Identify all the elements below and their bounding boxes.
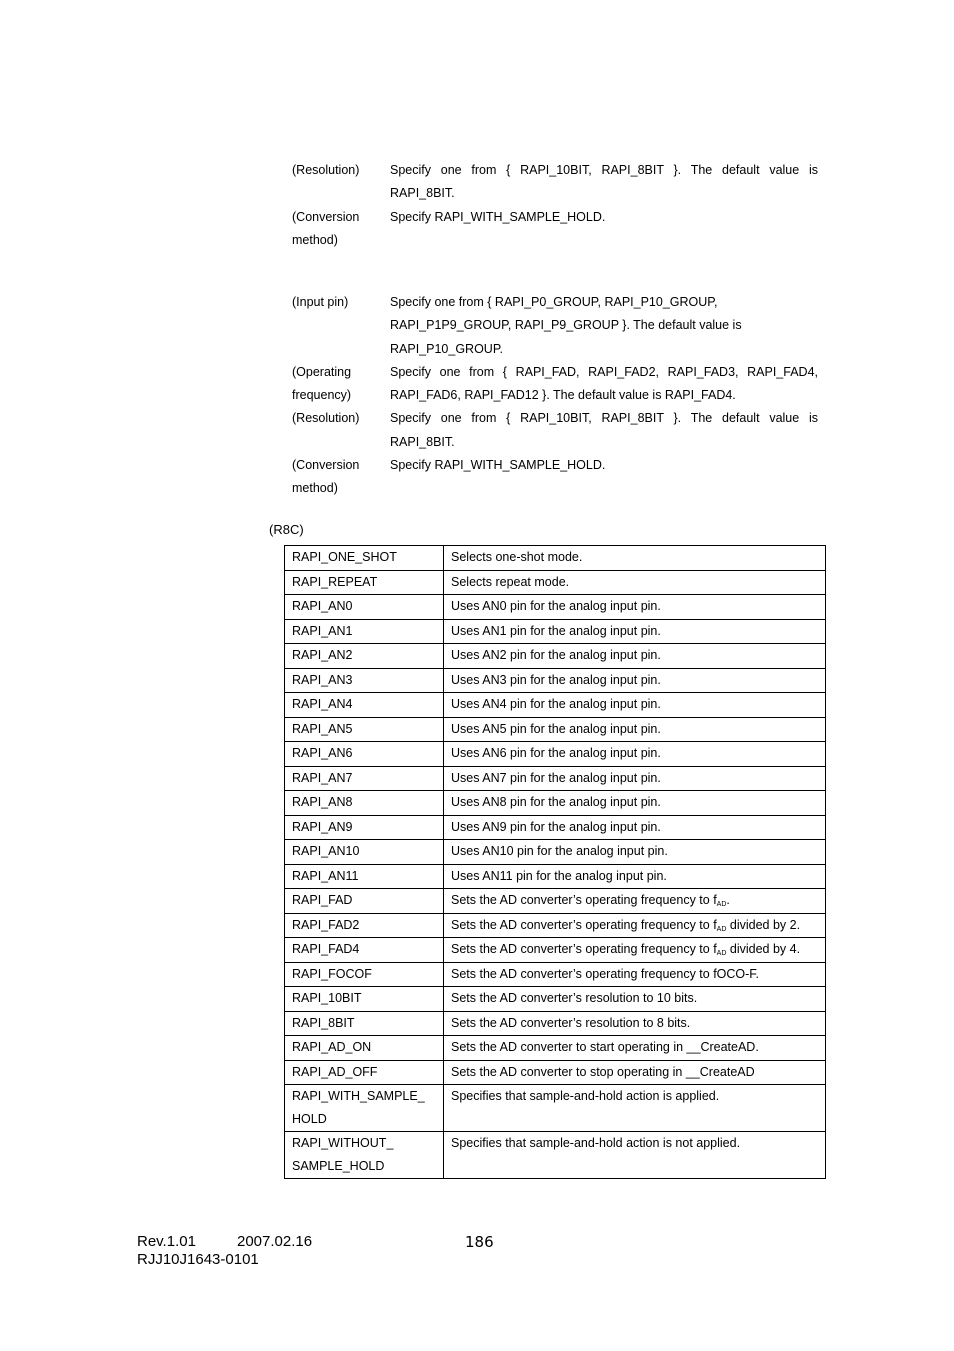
- constant-name-cell: RAPI_FOCOF: [285, 962, 444, 987]
- param-row: [292, 206, 818, 253]
- constant-name-cell: RAPI_FAD4: [285, 938, 444, 963]
- param-desc: Specify one from { RAPI_10BIT, RAPI_8BIT }. The default value is RAPI_8BIT.: [390, 411, 818, 449]
- description-text: divided by 4.: [726, 942, 801, 956]
- description-cell: Uses AN10 pin for the analog input pin.: [444, 840, 826, 865]
- table-row: [285, 570, 826, 595]
- param-row: [292, 159, 818, 206]
- description-cell: Uses AN5 pin for the analog input pin.: [444, 717, 826, 742]
- description-cell: Uses AN9 pin for the analog input pin.: [444, 815, 826, 840]
- description-text: Sets the AD converter’s operating frequency to f: [451, 942, 717, 956]
- constant-name-cell: RAPI_AN3: [285, 668, 444, 693]
- section-label: (R8C): [269, 522, 304, 537]
- table-row: [285, 595, 826, 620]
- constant-name-cell: RAPI_AN4: [285, 693, 444, 718]
- param-row: [292, 407, 818, 454]
- table-row: [285, 938, 826, 963]
- table-row: [285, 864, 826, 889]
- revision: Rev.1.01: [137, 1233, 196, 1250]
- description-cell: Uses AN1 pin for the analog input pin.: [444, 619, 826, 644]
- document-id: RJJ10J1643-0101: [137, 1251, 259, 1268]
- table-row: [285, 766, 826, 791]
- constant-name-cell: RAPI_AN8: [285, 791, 444, 816]
- constant-name-cell: [285, 1132, 444, 1179]
- constant-name-cell: RAPI_FAD2: [285, 913, 444, 938]
- description-cell: Uses AN11 pin for the analog input pin.: [444, 864, 826, 889]
- param-name: (Input pin): [292, 295, 349, 309]
- constant-name-line: HOLD: [292, 1112, 327, 1126]
- description-cell: Sets the AD converter’s resolution to 8 bits.: [444, 1011, 826, 1036]
- table-row: [285, 693, 826, 718]
- description-cell: Uses AN2 pin for the analog input pin.: [444, 644, 826, 669]
- constant-name-cell: RAPI_AD_OFF: [285, 1060, 444, 1085]
- subscript-text: AD: [716, 950, 727, 957]
- description-cell: Uses AN8 pin for the analog input pin.: [444, 791, 826, 816]
- table-row: [285, 987, 826, 1012]
- description-text: .: [726, 893, 730, 907]
- constant-name-line: RAPI_WITH_SAMPLE_: [292, 1089, 425, 1103]
- table-row: [285, 815, 826, 840]
- description-cell: Selects repeat mode.: [444, 570, 826, 595]
- constant-name-cell: RAPI_AN5: [285, 717, 444, 742]
- params-block-1: [292, 159, 818, 252]
- param-name: (Conversion method): [292, 209, 360, 247]
- constant-name-cell: RAPI_REPEAT: [285, 570, 444, 595]
- table-row: [285, 668, 826, 693]
- description-cell: Sets the AD converter to stop operating in __CreateAD: [444, 1060, 826, 1085]
- param-name: (Resolution): [292, 163, 360, 177]
- description-cell: Uses AN3 pin for the analog input pin.: [444, 668, 826, 693]
- description-cell: [444, 913, 826, 938]
- constant-name-cell: RAPI_AN0: [285, 595, 444, 620]
- table-row: [285, 840, 826, 865]
- constant-name-cell: RAPI_AD_ON: [285, 1036, 444, 1061]
- constant-name-cell: [285, 1085, 444, 1132]
- page-number: 186: [465, 1233, 494, 1251]
- constant-name-cell: RAPI_10BIT: [285, 987, 444, 1012]
- description-cell: Uses AN0 pin for the analog input pin.: [444, 595, 826, 620]
- constant-name-cell: RAPI_AN6: [285, 742, 444, 767]
- param-name: (Operating frequency): [292, 364, 352, 403]
- table-row: [285, 644, 826, 669]
- description-cell: [444, 938, 826, 963]
- param-name: (Conversion method): [292, 458, 360, 496]
- table-row: [285, 742, 826, 767]
- description-text: Sets the AD converter’s operating frequency to f: [451, 893, 717, 907]
- constant-name-line: RAPI_WITHOUT_: [292, 1136, 394, 1150]
- description-cell: Specifies that sample-and-hold action is applied.: [444, 1085, 826, 1132]
- table-row: [285, 889, 826, 914]
- table-row: [285, 1085, 826, 1132]
- description-text: divided by 2.: [726, 917, 801, 932]
- params-block-2: [292, 291, 818, 501]
- constant-name-cell: RAPI_AN10: [285, 840, 444, 865]
- subscript-text: AD: [716, 901, 727, 908]
- param-desc: Specify one from { RAPI_FAD, RAPI_FAD2, RAPI_FAD3, RAPI_FAD4, RAPI_FAD6, RAPI_FAD12 }. The default value is RAPI_FAD4.: [390, 364, 818, 403]
- constant-name-cell: RAPI_AN1: [285, 619, 444, 644]
- table-row: [285, 717, 826, 742]
- table-row: [285, 619, 826, 644]
- constant-name-cell: RAPI_8BIT: [285, 1011, 444, 1036]
- description-text: Sets the AD converter’s operating frequency to f: [451, 917, 717, 932]
- description-cell: [444, 889, 826, 914]
- table-row: [285, 1036, 826, 1061]
- description-cell: Uses AN7 pin for the analog input pin.: [444, 766, 826, 791]
- constant-name-cell: RAPI_AN11: [285, 864, 444, 889]
- param-name: (Resolution): [292, 411, 360, 426]
- description-cell: Specifies that sample-and-hold action is not applied.: [444, 1132, 826, 1179]
- param-row: [292, 291, 818, 361]
- enum-table: [284, 545, 826, 1179]
- param-desc: Specify RAPI_WITH_SAMPLE_HOLD.: [390, 458, 606, 473]
- constant-name-cell: RAPI_FAD: [285, 889, 444, 914]
- subscript-text: AD: [716, 925, 727, 933]
- constant-name-cell: RAPI_ONE_SHOT: [285, 546, 444, 571]
- table-row: [285, 962, 826, 987]
- table-row: [285, 1011, 826, 1036]
- description-cell: Selects one-shot mode.: [444, 546, 826, 571]
- table-row: [285, 1132, 826, 1179]
- param-row: [292, 361, 818, 408]
- constant-name-cell: RAPI_AN9: [285, 815, 444, 840]
- param-row: [292, 454, 818, 501]
- param-desc: Specify one from { RAPI_P0_GROUP, RAPI_P10_GROUP, RAPI_P1P9_GROUP, RAPI_P9_GROUP }. The default value is RAPI_P10_GROUP.: [390, 295, 742, 356]
- param-desc: Specify RAPI_WITH_SAMPLE_HOLD.: [390, 209, 606, 224]
- table-row: [285, 546, 826, 571]
- description-cell: Sets the AD converter’s operating frequency to fOCO-F.: [444, 962, 826, 987]
- description-cell: Sets the AD converter to start operating in __CreateAD.: [444, 1036, 826, 1061]
- table-row: [285, 1060, 826, 1085]
- description-cell: Uses AN4 pin for the analog input pin.: [444, 693, 826, 718]
- table-row: [285, 913, 826, 938]
- description-cell: Sets the AD converter’s resolution to 10 bits.: [444, 987, 826, 1012]
- constant-name-line: SAMPLE_HOLD: [292, 1159, 385, 1173]
- constant-name-cell: RAPI_AN7: [285, 766, 444, 791]
- param-desc: Specify one from { RAPI_10BIT, RAPI_8BIT }. The default value is RAPI_8BIT.: [390, 163, 818, 201]
- table-row: [285, 791, 826, 816]
- revision-date: 2007.02.16: [237, 1233, 313, 1250]
- constant-name-cell: RAPI_AN2: [285, 644, 444, 669]
- description-cell: Uses AN6 pin for the analog input pin.: [444, 742, 826, 767]
